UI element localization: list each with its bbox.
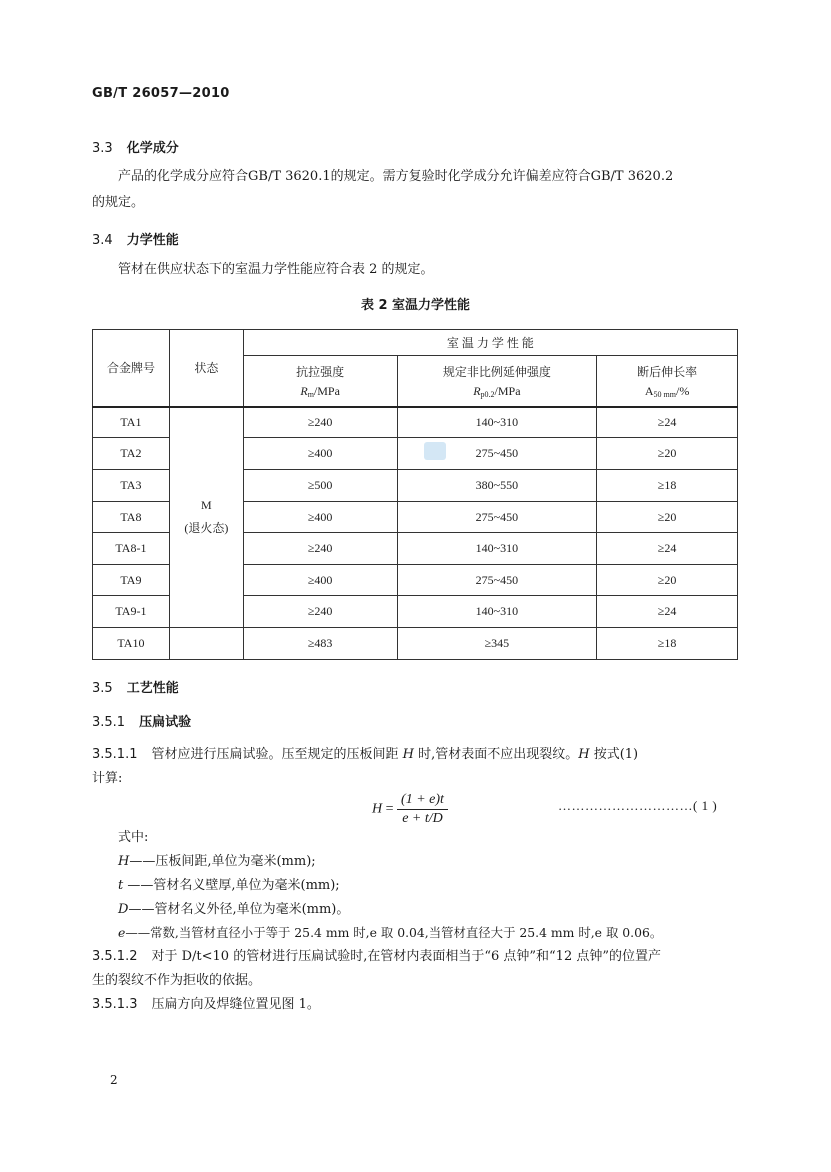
cell-a: ≥20 (597, 438, 738, 470)
cell-rm: ≥240 (243, 407, 397, 438)
cell-alloy: TA1 (93, 407, 170, 438)
cell-alloy: TA9-1 (93, 596, 170, 628)
page-number: 2 (110, 1073, 118, 1087)
section-title: 化学成分 (126, 141, 179, 156)
clause-number: 3.5.1.3 (92, 997, 138, 1012)
table-row (93, 407, 738, 438)
cell-rp: 380~550 (397, 470, 597, 502)
tensile-strength-label: 抗拉强度 (296, 364, 345, 379)
cell-rp: ≥345 (397, 628, 597, 660)
formula-eq: = (385, 801, 394, 817)
cell-state-empty (169, 628, 243, 660)
header-tensile-strength (243, 356, 397, 407)
section-title: 压扁试验 (139, 715, 192, 730)
clause-3-5-1-1-line2: 计算: (92, 771, 123, 786)
cell-rm: ≥400 (243, 565, 397, 596)
cell-alloy: TA10 (93, 628, 170, 660)
formula-lhs: H (372, 801, 383, 817)
cell-a: ≥20 (597, 502, 738, 533)
cell-rm: ≥400 (243, 438, 397, 470)
header-state: 状态 (169, 330, 243, 407)
cell-alloy: TA8-1 (93, 533, 170, 565)
section-3-4-paragraph: 管材在供应状态下的室温力学性能应符合表 2 的规定。 (118, 262, 434, 277)
where-item-D: D——管材名义外径,单位为毫米(mm)。 (118, 902, 350, 917)
cell-rp: 275~450 (397, 438, 597, 470)
cell-rp: 275~450 (397, 502, 597, 533)
header-proof-strength (397, 356, 597, 407)
section-number: 3.4 (92, 233, 113, 248)
cell-rm: ≥400 (243, 502, 397, 533)
table-row (93, 628, 738, 660)
clause-number: 3.5.1.2 (92, 949, 138, 964)
cell-alloy: TA9 (93, 565, 170, 596)
cell-a: ≥24 (597, 533, 738, 565)
header-room-temp-properties: 室 温 力 学 性 能 (243, 330, 737, 356)
cell-a: ≥20 (597, 565, 738, 596)
where-item-e: e——常数,当管材直径小于等于 25.4 mm 时,e 取 0.04,当管材直径大于 25.4 mm 时,e 取 0.06。 (118, 925, 663, 940)
cell-a: ≥18 (597, 470, 738, 502)
formula-label: ( 1 ) (693, 798, 718, 813)
formula-fraction (397, 792, 448, 827)
cell-rm: ≥240 (243, 533, 397, 565)
cell-a: ≥18 (597, 628, 738, 660)
section-title: 力学性能 (126, 233, 179, 248)
cell-rm: ≥500 (243, 470, 397, 502)
table-caption: 表 2 室温力学性能 (360, 298, 471, 313)
where-item-t: t ——管材名义壁厚,单位为毫米(mm); (118, 878, 340, 893)
section-3-3-paragraph-line1: 产品的化学成分应符合GB/T 3620.1的规定。需方复验时化学成分允许偏差应符合GB/T 3620.2 (118, 169, 674, 184)
header-elongation (597, 356, 738, 407)
formula-numerator: (1 + e)t (397, 792, 448, 810)
section-3-5-1-heading (92, 711, 191, 730)
clause-3-5-1-1-line1: 3.5.1.1 管材应进行压扁试验。压至规定的压板间距 H 时,管材表面不应出现裂纹。H 按式(1) (92, 747, 639, 762)
state-code: M (200, 498, 212, 513)
proof-strength-label: 规定非比例延伸强度 (442, 364, 551, 379)
cell-rp: 140~310 (397, 596, 597, 628)
elongation-label: 断后伸长率 (637, 364, 698, 379)
where-intro: 式中: (118, 830, 149, 845)
section-3-4-heading (92, 229, 179, 248)
cell-rp: 275~450 (397, 565, 597, 596)
clause-3-5-1-3: 3.5.1.3 压扁方向及焊缝位置见图 1。 (92, 997, 320, 1012)
cell-state (169, 407, 243, 628)
cell-rp: 140~310 (397, 407, 597, 438)
cell-rp: 140~310 (397, 533, 597, 565)
where-item-H: H——压板间距,单位为毫米(mm); (118, 854, 316, 869)
header-alloy: 合金牌号 (93, 330, 170, 407)
cell-rm: ≥483 (243, 628, 397, 660)
cell-a: ≥24 (597, 596, 738, 628)
proof-strength-unit: $R_{p0.2}$/MPa (473, 383, 521, 399)
cell-rm: ≥240 (243, 596, 397, 628)
section-number: 3.5.1 (92, 715, 126, 730)
cell-alloy: TA3 (93, 470, 170, 502)
standard-number: GB/T 26057—2010 (92, 86, 230, 101)
tensile-strength-unit: $R_m$/MPa (300, 383, 340, 399)
formula-1 (372, 792, 448, 827)
watermark-stamp (424, 442, 446, 460)
cell-alloy: TA2 (93, 438, 170, 470)
section-number: 3.3 (92, 141, 113, 156)
elongation-unit: $A_{50 mm}/\%$ (644, 383, 690, 399)
section-number: 3.5 (92, 681, 113, 696)
clause-3-5-1-2-line1: 3.5.1.2 对于 D/t<10 的管材进行压扁试验时,在管材内表面相当于“6 点钟”和“12 点钟”的位置产 (92, 949, 662, 964)
mechanical-properties-table (92, 329, 738, 660)
section-title: 工艺性能 (126, 681, 179, 696)
cell-alloy: TA8 (93, 502, 170, 533)
clause-number: 3.5.1.1 (92, 747, 138, 762)
formula-denominator: e + t/D (402, 811, 443, 826)
section-3-3-paragraph-line2: 的规定。 (92, 195, 145, 210)
state-desc: (退火态) (184, 521, 229, 536)
section-3-5-heading (92, 677, 179, 696)
section-3-3-heading (92, 137, 179, 156)
clause-3-5-1-2-line2: 生的裂纹不作为拒收的依据。 (92, 973, 262, 988)
cell-a: ≥24 (597, 407, 738, 438)
formula-leader: …………………………( 1 ) (558, 798, 718, 813)
